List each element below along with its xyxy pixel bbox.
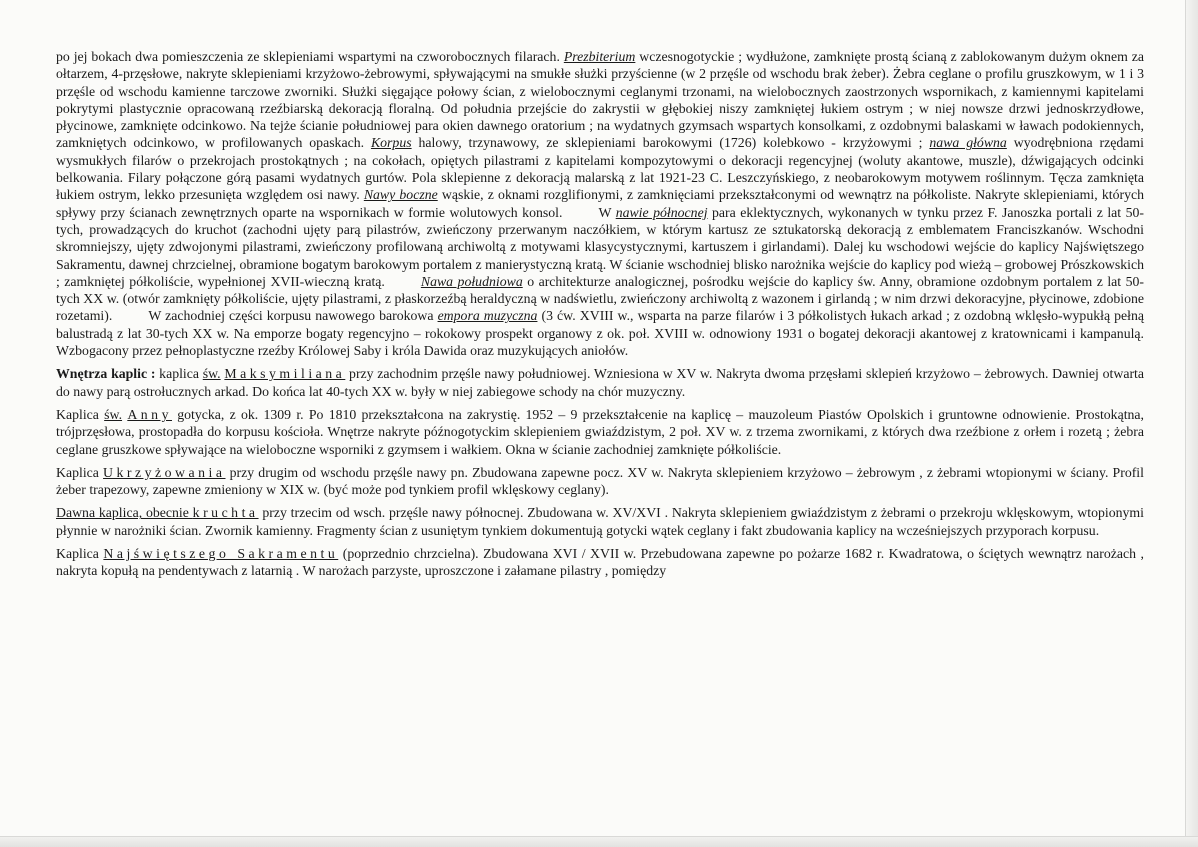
emphasized-term: Dawna kaplica, obecnie xyxy=(56,505,193,521)
text-run: Kaplica xyxy=(56,546,104,562)
text-run: (3 ćw. XVIII w., wsparta na parze filarów i 3 półkolistych łukach arkad ; z ozdobną wklęsło-wypukłą pełną balustradą z lat 30-tych XX w. Na emporze bogaty regencyjno – rokokowy prospekt organowy z ok. poł. XVIII w. odnowiony 1931 o bogatej dekoracji akantowej z kratownicami i kampanulą. Wzbogacony przez pełnoplastyczne rzeźby Królowej Saby i króla Dawida oraz muzykujących aniołów. xyxy=(56,308,1145,359)
page-edge-right xyxy=(1185,0,1198,847)
emphasized-term: Ukrzyżowania xyxy=(103,464,226,480)
text-run: przy trzecim od wsch. przęśle nawy północnej. Zbudowana w. XV/XVI . Nakryta sklepieniem gwiaździstym z żebrami o przekroju wklęskowym, wtopionymi płynnie w narożniki ścian. Zwornik kamienny. Fragmenty ścian z usuniętym tynkiem dokumentują gotycki wątek ceglany i fakt zbudowania kaplicy na wcześniejszych przyporach korpusu. xyxy=(56,505,1144,538)
emphasized-term: nawie północnej xyxy=(615,204,708,220)
text-run: kaplica xyxy=(155,366,203,382)
emphasized-term: Maksymiliana xyxy=(224,366,346,382)
emphasized-term: empora muzyczna xyxy=(437,308,538,324)
emphasized-term: Nawa południowa xyxy=(420,273,523,289)
emphasized-term: św. xyxy=(202,366,221,382)
text-run: po jej bokach dwa pomieszczenia ze sklepieniami wspartymi na czworobocznych filarach. xyxy=(56,49,564,64)
emphasized-term: Prezbiterium xyxy=(563,49,636,64)
text-run: o architekturze analogicznej, pośrodku wejście do kaplicy św. Anny, obramione ozdobnym portalem z lat 50-tych XX w. (otwór zamknięty półkoliście, ujęty pilastrami, z płaskorzeźbą heraldyczną w nadświetlu, zwieńczony archiwoltą z wazonem i girlandą ; w nim drzwi dekoracyjne, płycinowe, zdobione rozetami). xyxy=(56,273,1144,324)
emphasized-term: Najświętszego Sakramentu xyxy=(103,546,339,562)
emphasized-term: kruchta xyxy=(192,505,259,521)
text-run: przy zachodnim przęśle nawy południowej. Wzniesiona w XV w. Nakryta dwoma przęsłami sklepień krzyżowo – żebrowych. Dawniej otwarta do nawy parą ostrołucznych arkad. Do końca lat 40-tych XX w. były w niej zabiegowe schody na chór muzyczny. xyxy=(56,366,1144,399)
text-run: przy drugim od wschodu przęśle nawy pn. Zbudowana zapewne pocz. XV w. Nakryta sklepieniem krzyżowo – żebrowym , z żebrami wtopionymi w ściany. Profil żeber trapezowy, zapewne zmieniony w XIX w. (być może pod tynkiem profil wklęskowy ceglany). xyxy=(56,464,1144,498)
emphasized-term: Anny xyxy=(127,406,172,422)
emphasized-term: św. xyxy=(104,406,123,422)
text-run: wyodrębniona rzędami wysmukłych filarów o przekrojach prostokątnych ; na cokołach, opiętych pilastrami z kapitelami kompozytowymi o dekoracji regencyjnej (woluty akantowe, muszle), dźwigających odcinki belkowania. Filary połączone górą pasami wydatnych gurtów. Pola sklepienne z dekoracją malarską z lat 1921-23 C. Leszczyńskiego, z neobarokowym motywem roślinnym. Tęcza zamknięta łukiem ostrym, lekko przesunięta względem osi nawy. xyxy=(56,135,1144,203)
emphasized-term: Nawy boczne xyxy=(363,187,438,203)
emphasized-term: nawa główna xyxy=(929,135,1007,151)
paragraph-kaplica-sakramentu xyxy=(56,545,1144,580)
text-run: W xyxy=(598,204,616,220)
text-run: W zachodniej części korpusu nawowego barokowa xyxy=(148,308,438,324)
paragraph-kaplica-maksymiliana xyxy=(56,365,1144,400)
text-run: Kaplica xyxy=(56,464,104,480)
text-run: halowy, trzynawowy, ze sklepieniami barokowymi (1726) kolebkowo - krzyżowymi ; xyxy=(411,135,930,151)
paragraph-kruchta xyxy=(56,504,1144,539)
text-run: wczesnogotyckie ; wydłużone, zamknięte prostą ścianą z zablokowanym dużym oknem za ołtarzem, 4-przęsłowe, nakryte sklepieniami krzyżowo-żebrowymi, spływającymi na smukłe służki przyścienne (w 2 przęśle od wschodu brak żeber). Żebra ceglane o profilu gruszkowym, w 1 i 3 przęśle od wschodu kamienne tarczowe zworniki. Służki sięgające połowy ścian, z wielobocznymi ceglanymi trzonami, na wielobocznych zaostrzonych wspornikach, z kamiennymi kapitelami pokrytymi plastycznie opracowaną rzeźbiarską dekoracją floralną. Od południa przejście do zakrystii w głębokiej niszy zamkniętej łukiem ostrym ; w niej nowsze drzwi jednoskrzydłowe, płycinowe, zamknięte odcinkowo. Na tejże ścianie południowej para okien dawnego oratorium ; na wydatnych gzymsach wspartych konsolkami, z ozdobnymi balaskami w ławach podokiennych, zamkniętych odcinkowo, w profilowanych opaskach. xyxy=(56,49,1144,151)
paragraph-kaplica-ukrzyzowania xyxy=(56,464,1144,499)
emphasized-term: Korpus xyxy=(370,135,412,151)
text-run: Kaplica xyxy=(56,406,105,422)
text-run: (poprzednio chrzcielna). Zbudowana XVI / XVII w. Przebudowana zapewne po pożarze 1682 r. Kwadratowa, o ściętych wewnątrz narożach , nakryta kopułą na pendentywach z latarnią . W narożach parzyste, uproszczone i załamane pilastry , pomiędzy xyxy=(56,546,1144,579)
paragraph-kaplica-anny xyxy=(56,406,1144,458)
text-run: para eklektycznych, wykonanych w tynku przez F. Janoszka portali z lat 50-tych, prowadzących do kruchot (zachodni ujęty parą pilastrów, zwieńczony przerwanym naczółkiem, w którym kartusz ze sztukatorską dekoracją z emblematem Franciszkanów. Wschodni skromniejszy, ujęty zdwojonymi pilastrami, zwieńczony profilowaną archiwoltą z motywami klasycystycznymi, kartuszem i girlandami). Dalej ku wschodowi wejście do kaplicy Najświętszego Sakramentu, dawnej chrzcielnej, obramione bogatym barokowym portalem z manierystyczną kratą. W ścianie wschodniej blisko narożnika wejście do kaplicy pod wieżą – grobowej Prószkowskich ; zamkniętej półkoliście, wypełnionej XVII-wieczną kratą. xyxy=(56,204,1145,289)
document-body xyxy=(56,48,1144,586)
text-run: Wnętrza kaplic : xyxy=(56,366,156,382)
text-run: gotycka, z ok. 1309 r. Po 1810 przekształcona na zakrystię. 1952 – 9 przekształcenie na kaplicę – mauzoleum Piastów Opolskich i gruntowne odnowienie. Prostokątna, trójprzęsłowa, prostopadła do korpusu kościoła. Wnętrze nakryte późnogotyckim sklepieniem gwiaździstym, 2 poł. XV w. z trzema zwornikami, z których dwa rzeźbione z orłem i rozetą ; żebra ceglane gruszkowe spływające na wieloboczne wsporniki z gzymsem i wałkiem. Okna w ścianie zachodniej zamknięte półkoliście. xyxy=(56,406,1145,457)
page-edge-bottom xyxy=(0,836,1198,847)
paragraph-nave xyxy=(56,48,1144,359)
text-run: wąskie, z oknami rozglifionymi, z zamknięciami przekształconymi od wewnątrz na półkoliste. Nakryte sklepieniami, których spływy przy ścianach zewnętrznych oparte na wspornikach w formie wolutowych konsol. xyxy=(56,187,1144,220)
